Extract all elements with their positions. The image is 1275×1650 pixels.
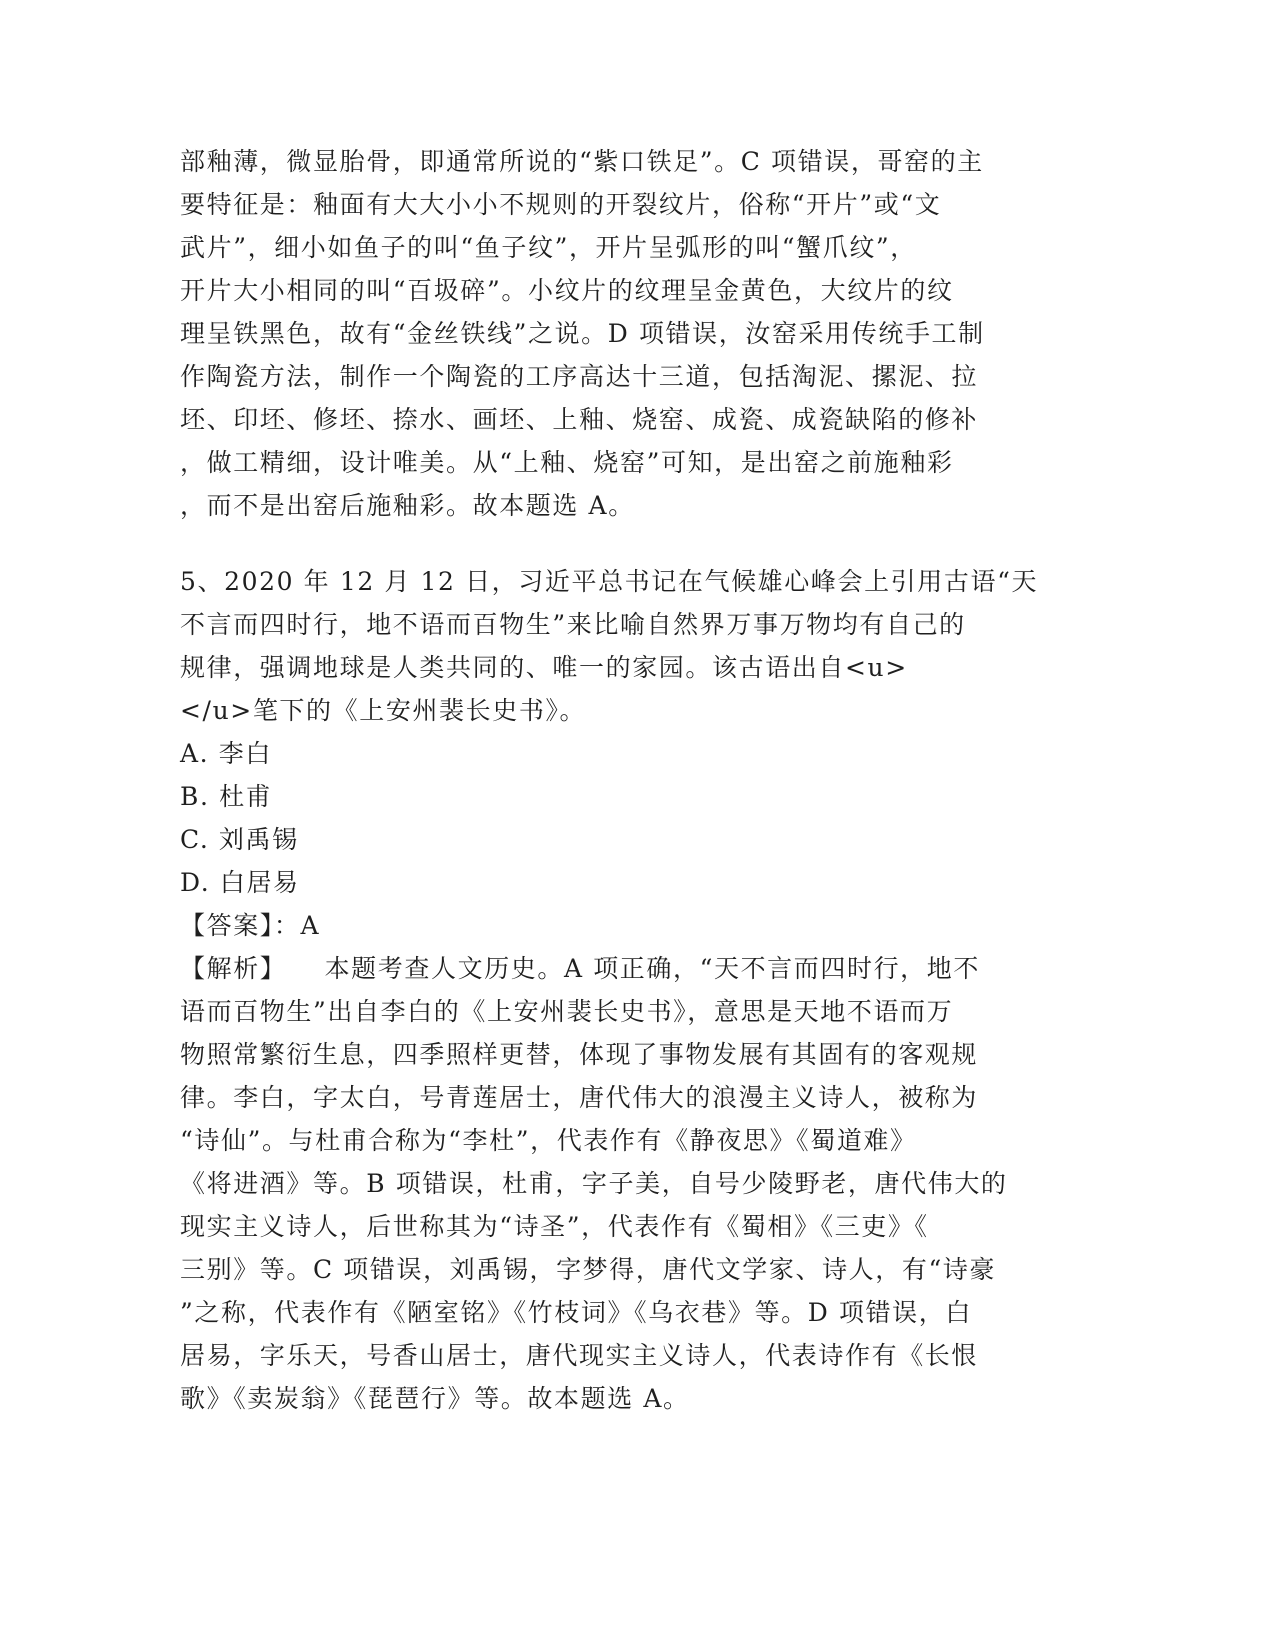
text-line: ”之称，代表作有《陋室铭》《竹枝词》《乌衣巷》等。D 项错误，白 [180, 1298, 972, 1327]
option-b: B. 杜甫 [180, 782, 273, 811]
text-line: 理呈铁黑色，故有“金丝铁线”之说。D 项错误，汝窑采用传统手工制 [180, 319, 985, 348]
text-line: 歌》《卖炭翁》《琵琶行》等。故本题选 A。 [180, 1384, 690, 1413]
text-line: 武片”，细小如鱼子的叫“鱼子纹”，开片呈弧形的叫“蟹爪纹”， [180, 233, 917, 262]
answer-line: 【答案】：A [180, 911, 321, 940]
text-line: ，而不是出窑后施釉彩。故本题选 A。 [180, 491, 635, 520]
text-line: 【解析】 本题考查人文历史。A 项正确，“天不言而四时行，地不 [180, 954, 980, 983]
question-stem [180, 560, 1040, 732]
text-line: 律。李白，字太白，号青莲居士，唐代伟大的浪漫主义诗人，被称为 [180, 1083, 979, 1112]
text-line: 三别》等。C 项错误，刘禹锡，字梦得，唐代文学家、诗人，有“诗豪 [180, 1255, 997, 1284]
text-line: 坯、印坯、修坯、捺水、画坯、上釉、烧窑、成瓷、成瓷缺陷的修补 [180, 405, 979, 434]
text-line: ，做工精细，设计唯美。从“上釉、烧窑”可知，是出窑之前施釉彩 [180, 448, 954, 477]
text-line: 开片大小相同的叫“百圾碎”。小纹片的纹理呈金黄色，大纹片的纹 [180, 276, 954, 305]
option-c: C. 刘禹锡 [180, 825, 299, 854]
text-line: </u>笔下的《上安州裴长史书》。 [180, 696, 587, 725]
text-line: 要特征是：釉面有大大小小不规则的开裂纹片，俗称“开片”或“文 [180, 190, 942, 219]
answer-options [180, 732, 1040, 904]
text-line: 《将进酒》等。B 项错误，杜甫，字子美，自号少陵野老，唐代伟大的 [180, 1169, 1008, 1198]
text-line: 不言而四时行，地不语而百物生”来比喻自然界万事万物均有自己的 [180, 610, 966, 639]
document-page [180, 140, 1040, 1420]
text-line: 部釉薄，微显胎骨，即通常所说的“紫口铁足”。C 项错误，哥窑的主 [180, 147, 984, 176]
text-line: 作陶瓷方法，制作一个陶瓷的工序高达十三道，包括淘泥、摞泥、拉 [180, 362, 979, 391]
previous-explanation [180, 140, 1040, 527]
text-line: 现实主义诗人，后世称其为“诗圣”，代表作有《蜀相》《三吏》《 [180, 1212, 929, 1241]
text-line: 规律，强调地球是人类共同的、唯一的家园。该古语出自<u> [180, 653, 908, 682]
text-line: “诗仙”。与杜甫合称为“李杜”，代表作有《静夜思》《蜀道难》 [180, 1126, 917, 1155]
text-line: 居易，字乐天，号香山居士，唐代现实主义诗人，代表诗作有《长恨 [180, 1341, 979, 1370]
text-line: 物照常繁衍生息，四季照样更替，体现了事物发展有其固有的客观规 [180, 1040, 979, 1069]
section-gap [180, 527, 1040, 560]
analysis [180, 947, 1040, 1420]
text-line: 5、2020 年 12 月 12 日，习近平总书记在气候雄心峰会上引用古语“天 [180, 567, 1039, 596]
text-line: 语而百物生”出自李白的《上安州裴长史书》，意思是天地不语而万 [180, 997, 954, 1026]
option-a: A. 李白 [180, 739, 272, 768]
option-d: D. 白居易 [180, 868, 300, 897]
